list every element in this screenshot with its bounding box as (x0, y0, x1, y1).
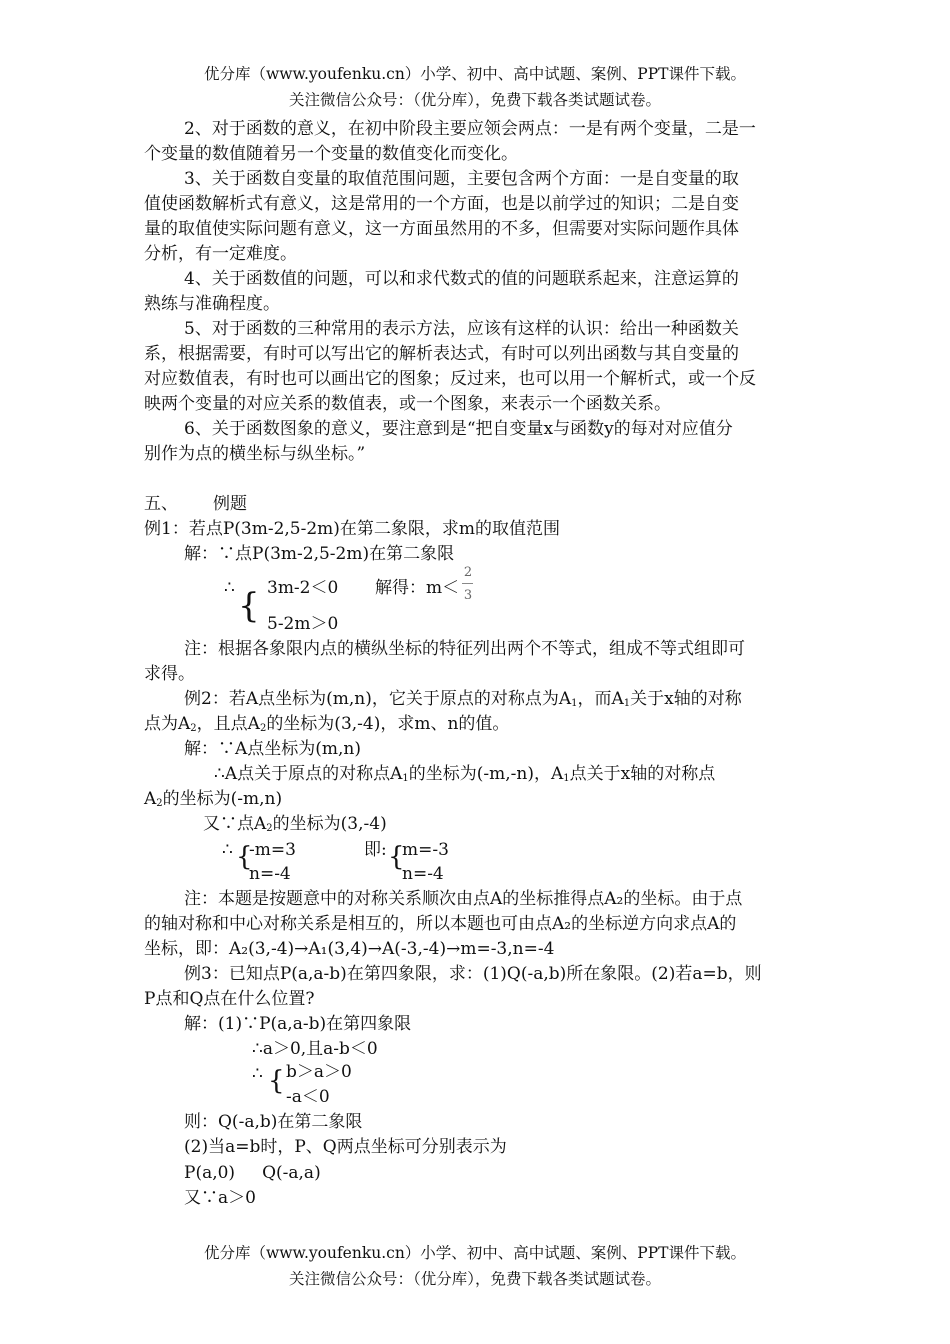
ex2-question-line1: 例2：若A点坐标为(m,n)，它关于原点的对称点为$A_1$，而$A_1$关于x轴的对称 (184, 689, 742, 709)
ex3-inequality-2: -a＜0 (286, 1087, 330, 1107)
point4-line1: 4、关于函数值的问题，可以和求代数式的值的问题联系起来，注意运算的 (184, 269, 739, 289)
ex3-brace: { (268, 1066, 285, 1096)
point2-line1: 2、对于函数的意义，在初中阶段主要应领会两点：一是有两个变量，二是一 (184, 119, 756, 139)
ex2-note-line3: 坐标，即：A₂(3,-4)→A₁(3,4)→A(-3,-4)→m=-3,n=-4 (144, 939, 555, 959)
ex3-then: 则：Q(-a,b)在第二象限 (184, 1112, 363, 1132)
ex2-ji: 即: (364, 840, 387, 860)
header-line-1: 优分库（www.youfenku.cn）小学、初中、高中试题、案例、PPT课件下载。 (203, 65, 747, 83)
ex1-fraction-denominator: 3 (463, 588, 473, 603)
ex1-note-line1: 注：根据各象限内点的横纵坐标的特征列出两个不等式，组成不等式组即可 (184, 639, 745, 659)
ex2-solution-line3: $A_2$的坐标为(-m,n) (144, 789, 283, 809)
point6-line1: 6、关于函数图象的意义，要注意到是“把自变量x与函数y的每对对应值分 (184, 419, 733, 439)
footer-line-1: 优分库（www.youfenku.cn）小学、初中、高中试题、案例、PPT课件下载。 (203, 1244, 747, 1262)
ex1-note-line2: 求得。 (144, 664, 195, 684)
footer-line-2: 关注微信公众号：（优分库），免费下载各类试题试卷。 (288, 1270, 661, 1288)
header-line-2: 关注微信公众号：（优分库），免费下载各类试题试卷。 (288, 91, 661, 109)
point6-line2: 别作为点的横坐标与纵坐标。” (144, 444, 366, 464)
ex3-therefore: ∴ (252, 1064, 263, 1084)
section-title: 例题 (213, 494, 247, 514)
ex3-last-line: 又∵a＞0 (184, 1188, 256, 1208)
ex2-therefore: ∴ (222, 840, 233, 860)
ex3-solution-line1: 解：(1)∵P(a,a-b)在第四象限 (184, 1014, 412, 1034)
ex1-result: 解得：m＜ (375, 578, 460, 598)
point2-line2: 个变量的数值随着另一个变量的数值变化而变化。 (144, 144, 518, 164)
ex2-system1-eq2: n=-4 (249, 864, 291, 884)
ex1-fraction-bar (462, 583, 473, 584)
ex1-fraction-numerator: 2 (463, 565, 473, 580)
ex3-inequality-1: b＞a＞0 (286, 1062, 352, 1082)
ex3-part2: (2)当a=b时，P、Q两点坐标可分别表示为 (184, 1137, 507, 1157)
point5-line1: 5、对于函数的三种常用的表示方法，应该有这样的认识：给出一种函数关 (184, 319, 739, 339)
point4-line2: 熟练与准确程度。 (144, 294, 280, 314)
ex2-note-line2: 的轴对称和中心对称关系是相互的，所以本题也可由点A₂的坐标逆方向求点A的 (144, 914, 737, 934)
ex2-system1-eq1: -m=3 (249, 840, 296, 860)
ex2-solution-line4: 又∵点$A_2$的坐标为(3,-4) (203, 814, 387, 834)
point3-line1: 3、关于函数自变量的取值范围问题，主要包含两个方面：一是自变量的取 (184, 169, 739, 189)
ex3-question-line2: P点和Q点在什么位置? (144, 989, 315, 1009)
section-number: 五、 (144, 494, 178, 514)
ex1-solution-line1: 解：∵点P(3m-2,5-2m)在第二象限 (184, 544, 455, 564)
ex1-inequality-2: 5-2m＞0 (267, 614, 339, 634)
ex2-question-line2: 点为$A_2$，且点$A_2$的坐标为(3,-4)，求m、n的值。 (144, 714, 510, 734)
point5-line3: 对应数值表，有时也可以画出它的图象；反过来，也可以用一个解析式，或一个反 (144, 369, 756, 389)
ex2-brace-1: { (236, 842, 253, 872)
ex1-therefore: ∴ (224, 578, 235, 598)
ex2-system2-eq1: m=-3 (402, 840, 449, 860)
point3-line2: 值使函数解析式有意义，这是常用的一个方面，也是以前学过的知识；二是自变 (144, 194, 739, 214)
ex2-solution-line2: ∴A点关于原点的对称点$A_1$的坐标为(-m,-n)，$A_1$点关于x轴的对称点 (214, 764, 716, 784)
ex3-question-line1: 例3：已知点P(a,a-b)在第四象限，求：(1)Q(-a,b)所在象限。(2)若a=b，则 (184, 964, 762, 984)
ex1-question: 例1：若点P(3m-2,5-2m)在第二象限，求m的取值范围 (144, 519, 561, 539)
point3-line3: 量的取值使实际问题有意义，这一方面虽然用的不多，但需要对实际问题作具体 (144, 219, 739, 239)
ex1-brace: { (238, 586, 260, 626)
ex2-system2-eq2: n=-4 (402, 864, 444, 884)
ex1-inequality-1: 3m-2＜0 (267, 578, 339, 598)
point5-line2: 系，根据需要，有时可以写出它的解析表达式，有时可以列出函数与其自变量的 (144, 344, 739, 364)
ex2-solution-line1: 解：∵A点坐标为(m,n) (184, 739, 362, 759)
ex3-coords: P(a,0) Q(-a,a) (184, 1163, 321, 1183)
ex3-solution-line2: ∴a＞0,且a-b＜0 (252, 1039, 378, 1059)
ex2-brace-2: { (388, 842, 405, 872)
point3-line4: 分析，有一定难度。 (144, 244, 297, 264)
point5-line4: 映两个变量的对应关系的数值表，或一个图象，来表示一个函数关系。 (144, 394, 671, 414)
ex2-note-line1: 注：本题是按题意中的对称关系顺次由点A的坐标推得点A₂的坐标。由于点 (184, 889, 743, 909)
